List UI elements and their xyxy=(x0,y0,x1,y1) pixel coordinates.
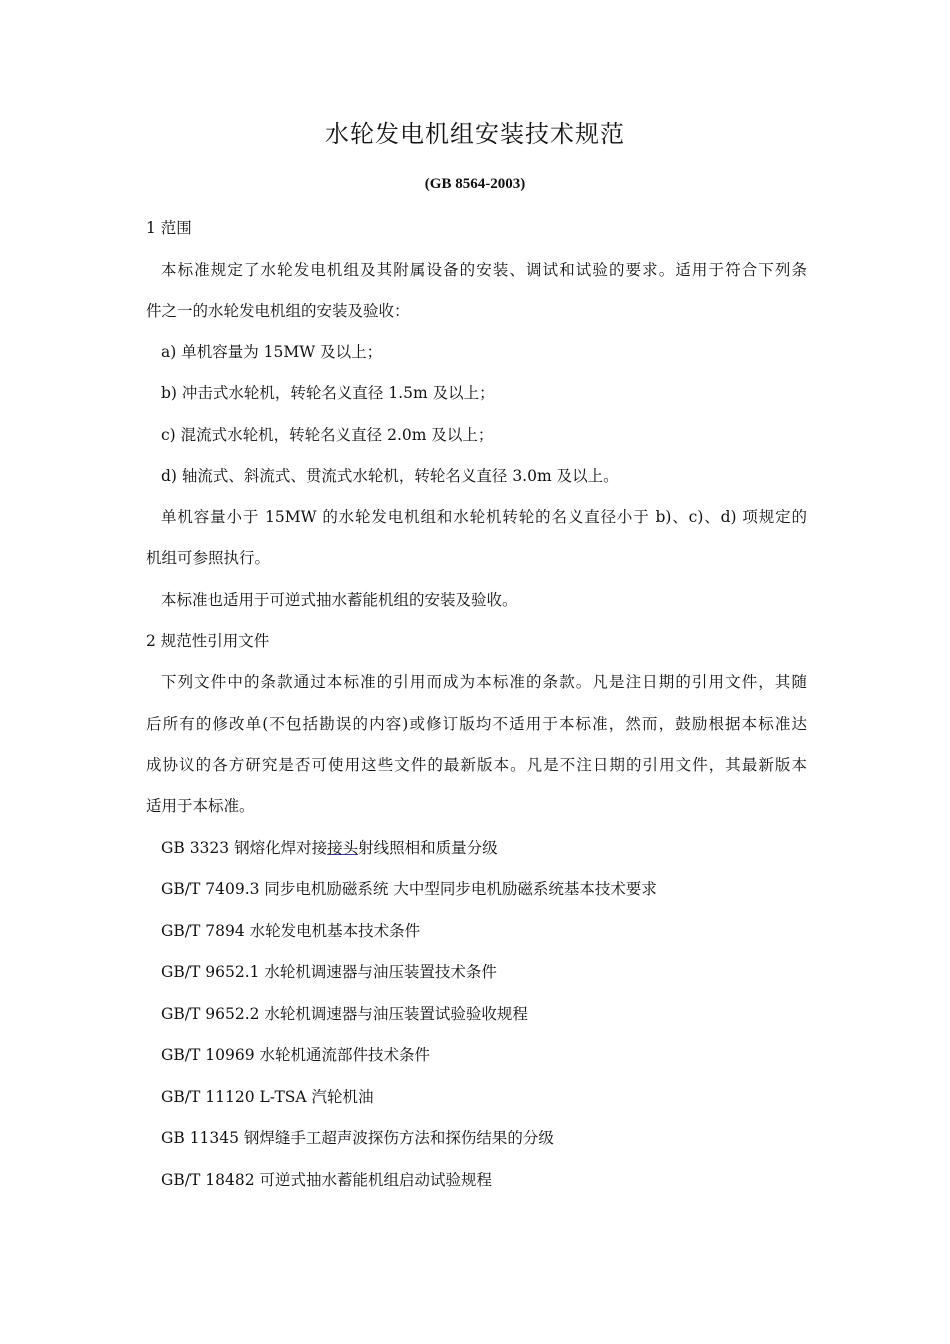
reference-item: GB/T 9652.1 水轮机调速器与油压装置技术条件 xyxy=(161,963,497,981)
section-2-para-line-2: 后所有的修改单(不包括勘误的内容)或修订版均不适用于本标准，然而，鼓励根据本标准达 xyxy=(146,715,807,733)
document-title: 水轮发电机组安装技术规范 xyxy=(325,120,625,148)
section-1-para-1-line-1: 本标准规定了水轮发电机组及其附属设备的安装、调试和试验的要求。适用于符合下列条 xyxy=(161,261,807,279)
section-1-para-1-line-2: 件之一的水轮发电机组的安装及验收： xyxy=(146,302,410,320)
reference-item: GB/T 10969 水轮机通流部件技术条件 xyxy=(161,1046,430,1064)
section-2-para-line-3: 成协议的各方研究是否可使用这些文件的最新版本。凡是不注日期的引用文件，其最新版本 xyxy=(146,756,807,774)
reference-item: GB/T 7894 水轮发电机基本技术条件 xyxy=(161,922,421,940)
section-2-heading: 2 规范性引用文件 xyxy=(146,632,270,650)
list-item-d: d) 轴流式、斜流式、贯流式水轮机，转轮名义直径 3.0m 及以上。 xyxy=(161,467,619,485)
reference-item: GB/T 7409.3 同步电机励磁系统 大中型同步电机励磁系统基本技术要求 xyxy=(161,880,657,898)
list-item-c: c) 混流式水轮机，转轮名义直径 2.0m 及以上； xyxy=(161,426,494,444)
section-2-para-line-4: 适用于本标准。 xyxy=(146,797,255,815)
standard-code: (GB 8564-2003) xyxy=(424,176,526,192)
section-1-para-2-line-2: 机组可参照执行。 xyxy=(146,549,271,567)
reference-underlined-term: 接头 xyxy=(327,839,359,857)
section-2-para-line-1: 下列文件中的条款通过本标准的引用而成为本标准的条款。凡是注日期的引用文件，其随 xyxy=(161,673,807,691)
reference-gb-3323 xyxy=(161,838,498,858)
section-1-heading: 1 范围 xyxy=(146,219,192,237)
list-item-b: b) 冲击式水轮机，转轮名义直径 1.5m 及以上； xyxy=(161,384,495,402)
reference-text-before: GB 3323 钢熔化焊对接 xyxy=(161,839,328,857)
reference-item: GB 11345 钢焊缝手工超声波探伤方法和探伤结果的分级 xyxy=(161,1129,554,1147)
reference-item: GB/T 18482 可逆式抽水蓄能机组启动试验规程 xyxy=(161,1171,492,1189)
section-1-para-2-line-1: 单机容量小于 15MW 的水轮发电机组和水轮机转轮的名义直径小于 b)、c)、d) 项规定的 xyxy=(161,508,807,526)
section-1-para-3: 本标准也适用于可逆式抽水蓄能机组的安装及验收。 xyxy=(161,591,518,609)
reference-item: GB/T 11120 L-TSA 汽轮机油 xyxy=(161,1088,374,1106)
list-item-a: a) 单机容量为 15MW 及以上； xyxy=(161,343,383,361)
reference-text-after: 射线照相和质量分级 xyxy=(358,839,498,857)
reference-item: GB/T 9652.2 水轮机调速器与油压装置试验验收规程 xyxy=(161,1005,528,1023)
